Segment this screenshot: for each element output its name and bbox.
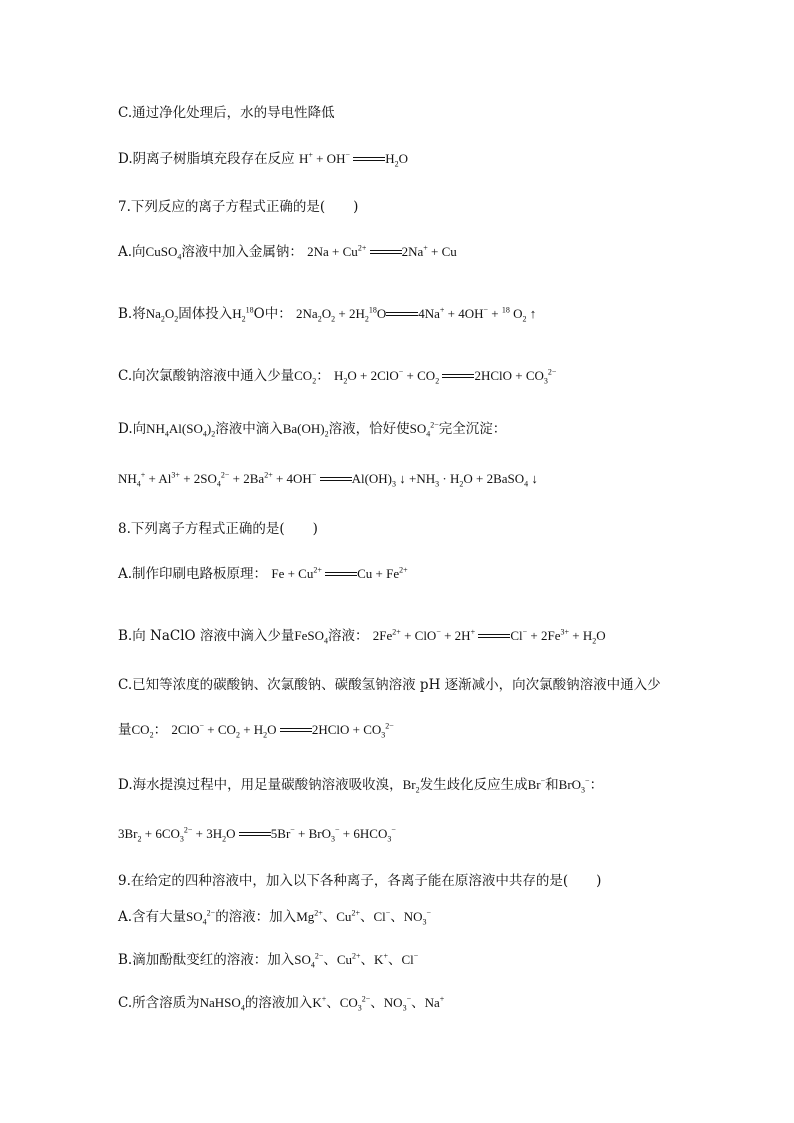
equation: $H_2O + 2ClO^- + CO_2$ 2HClO + $CO_3^{2-}$ <box>334 367 557 386</box>
text: 溶液中加入金属钠： <box>181 244 303 260</box>
text: D.海水提溴过程中，用足量碳酸钠溶液吸收溴， <box>118 777 403 793</box>
option-8d: D.海水提溴过程中，用足量碳酸钠溶液吸收溴，$Br_2$发生歧化反应生成Br−和BrO$_3$−： <box>118 776 604 795</box>
text: 的溶液：加入 <box>215 909 297 925</box>
option-9a: A.含有大量$SO_4^{2-}$的溶液：加入$Mg^{2+}$、$Cu^{2+}$、Cl−、$NO_3^-$ <box>118 908 432 927</box>
equation: H+ + OH− $H_2O$ <box>298 150 408 169</box>
option-8a <box>118 565 408 583</box>
option-8c <box>118 676 661 694</box>
text: D.阴离子树脂填充段存在反应 <box>118 151 295 167</box>
option-7c: C.向次氯酸钠溶液中通入少量$CO_2$： $H_2O + 2ClO^- + CO_2$ 2HClO + $CO_3^{2-}$ <box>118 367 557 386</box>
text: 和 <box>545 777 559 793</box>
option-7b: B.将$Na_2O_2$固体投入$H_2^{18}O$中： $2Na_2O_2 + 2H_2^{18}O$ 4Na+ + 4OH− + $^{18}$ $O_2$ ↑ <box>118 305 537 324</box>
equation: $2Na + Cu^{2+}$ 2Na+ + Cu <box>307 243 457 259</box>
option-8b: B.向 NaClO 溶液中滴入少量FeSO$_4$溶液： $2Fe^{2+} + ClO^- + 2H^+$ $Cl^- + 2Fe^{3+} + H_2O$ <box>118 627 606 646</box>
option-7d-equation <box>118 470 538 488</box>
text: O中： <box>253 306 292 322</box>
text: 量 <box>118 722 132 738</box>
text: C.所含溶质为 <box>118 995 200 1011</box>
text: D.向 <box>118 421 147 437</box>
option-9b: B.滴加酚酞变红的溶液：加入$SO_4^{2-}$、$Cu^{2+}$、K+、Cl− <box>118 951 419 970</box>
text: A.制作印刷电路板原理： <box>118 566 268 582</box>
text: 的溶液加入 <box>244 995 313 1011</box>
text: C.已知等浓度的碳酸钠、次氯酸钠、碳酸氢钠溶液 pH 逐渐减小，向次氯酸钠溶液中通入少 <box>118 677 661 693</box>
equation: $Fe + Cu^{2+}$ $Cu + Fe^{2+}$ <box>271 565 408 581</box>
option-8c-cont: 量$CO_2$： $2ClO^- + CO_2 + H_2O$ 2HClO + $CO_3^{2-}$ <box>118 721 394 740</box>
text: A.含有大量 <box>118 909 187 925</box>
equals-sign <box>353 156 385 164</box>
option-9c: C.所含溶质为NaHSO$_4$的溶液加入K+、$CO_3^{2-}$、$NO_3^-$、Na+ <box>118 994 445 1013</box>
text: 溶液，恰好使 <box>328 421 410 437</box>
equation: $3Br_2 + 6CO_3^{2-} + 3H_2O$ $5Br^- + BrO_3^- + 6HCO_3^-$ <box>118 825 396 844</box>
question-text: 7.下列反应的离子方程式正确的是( <box>118 199 326 215</box>
equation: $2Fe^{2+} + ClO^- + 2H^+$ $Cl^- + 2Fe^{3+} + H_2O$ <box>372 627 606 646</box>
equation: $2Na_2O_2 + 2H_2^{18}O$ 4Na+ + 4OH− + $^{18}$ $O_2$ ↑ <box>296 305 537 324</box>
text: A.向 <box>118 244 146 260</box>
text: 溶液中滴入 <box>215 421 283 437</box>
question-text: 8.下列离子方程式正确的是( <box>118 521 285 537</box>
text: B.将 <box>118 306 146 322</box>
option-7d: D.向$NH_4Al(SO_4)_2$溶液中滴入$Ba(OH)_2$溶液，恰好使$SO_4^{2-}$完全沉淀： <box>118 420 507 439</box>
text: 发生歧化反应生成 <box>419 777 528 793</box>
option-7a: A.向CuSO$_4$溶液中加入金属钠： $2Na + Cu^{2+}$ 2Na+ + Cu <box>118 243 457 262</box>
equation: $2ClO^- + CO_2 + H_2O$ 2HClO + $CO_3^{2-}$ <box>171 721 394 740</box>
text: 完全沉淀： <box>438 421 507 437</box>
text: C.向次氯酸钠溶液中通入少量 <box>118 368 295 384</box>
text: B.滴加酚酞变红的溶液：加入 <box>118 952 295 968</box>
question-text: 9.在给定的四种溶液中，加入以下各种离子，各离子能在原溶液中共存的是( <box>118 873 569 889</box>
text: 固体投入 <box>178 306 233 322</box>
question-7: 7.下列反应的离子方程式正确的是( ) <box>118 199 359 215</box>
question-9: 9.在给定的四种溶液中，加入以下各种离子，各离子能在原溶液中共存的是( ) <box>118 873 602 889</box>
text: B.向 NaClO 溶液中滴入少量 <box>118 628 295 644</box>
option-6c <box>118 104 335 122</box>
option-6d <box>118 150 408 168</box>
equation: $NH_4^+ + Al^{3+} + 2SO_4^{2-} + 2Ba^{2+} + 4OH^-$ $Al(OH)_3$ ↓ $+NH_3 \cdot H_2O$ + 2BaSO$_4$ ↓ <box>118 470 538 489</box>
text: 溶液： <box>328 628 369 644</box>
option-8d-equation <box>118 825 396 843</box>
text: C.通过净化处理后，水的导电性降低 <box>118 105 335 121</box>
question-8: 8.下列离子方程式正确的是( ) <box>118 521 318 537</box>
